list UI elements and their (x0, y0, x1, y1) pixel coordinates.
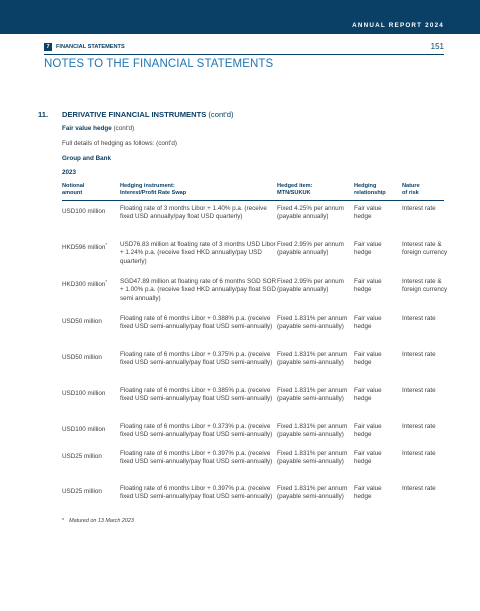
note-title-suffix: (cont'd) (206, 110, 234, 119)
nature-of-risk: Interest rate (402, 315, 436, 322)
page-number: 151 (430, 42, 444, 51)
col-header-line: of risk (402, 190, 419, 197)
col-header-line: Notional (62, 183, 85, 189)
note-title (62, 110, 234, 119)
table-row (0, 278, 480, 312)
table-row (0, 241, 480, 275)
hedged-item: Fixed 1.831% per annum (payable semi-annually) (277, 423, 348, 439)
col-header-line: Hedging instrument: (120, 183, 175, 189)
col-header-line: relationship (354, 190, 386, 197)
hedging-relationship: Fair value hedge (354, 423, 382, 439)
year-label: 2023 (62, 169, 77, 176)
hedging-instrument: SGD47.89 million at floating rate of 6 months SGD SOR + 1.00% p.a. (receive fixed HKD annually/pay float SGD semi annually) (120, 278, 277, 302)
notional-amount (62, 423, 118, 435)
col-header-line: amount (62, 190, 83, 197)
hedged-item: Fixed 2.95% per annum (payable annually) (277, 278, 344, 294)
col-header-notional (62, 183, 84, 197)
table-row (0, 205, 480, 239)
notional-amount (62, 205, 118, 217)
subheading (62, 125, 134, 132)
group-label: Group and Bank (62, 155, 111, 162)
nature-of-risk: Interest rate (402, 351, 436, 358)
col-header-instrument (120, 183, 186, 197)
amount-text: HKD596 million (62, 244, 106, 252)
col-header-line: MTN/SUKUK (277, 190, 311, 197)
notional-amount (62, 241, 118, 253)
subheading-suffix: (cont'd) (111, 125, 135, 132)
section-label: FINANCIAL STATEMENTS (56, 44, 125, 50)
hedging-instrument: Floating rate of 6 months Libor + 0.397% p.a. (receive fixed USD semi-annually/pay float USD semi-annually) (120, 450, 273, 466)
hedging-instrument: Floating rate of 6 months Libor + 0.388% p.a. (receive fixed USD semi-annually/pay float USD semi-annually) (120, 315, 273, 331)
hedging-instrument: USD76.83 million at floating rate of 3 months USD Libor + 1.24% p.a. (receive fixed HKD annually/pay USD quarterly) (120, 241, 276, 265)
hedging-instrument: Floating rate of 3 months Libor + 1.40% p.a. (receive fixed USD annually/pay float USD quarterly) (120, 205, 267, 221)
hedged-item: Fixed 1.831% per annum (payable semi-annually) (277, 485, 348, 501)
amount-text: USD100 million (62, 390, 106, 398)
hedged-item: Fixed 1.831% per annum (payable semi-annually) (277, 351, 348, 367)
hedging-instrument: Floating rate of 6 months Libor + 0.385% p.a. (receive fixed USD semi-annually/pay float USD semi-annually) (120, 387, 273, 403)
amount-text: USD25 million (62, 453, 102, 461)
note-title-main: DERIVATIVE FINANCIAL INSTRUMENTS (62, 110, 207, 119)
note-number: 11. (38, 110, 49, 119)
amount-text: USD25 million (62, 488, 102, 496)
nature-of-risk: Interest rate & foreign currency (402, 278, 448, 294)
page-title: NOTES TO THE FINANCIAL STATEMENTS (44, 58, 274, 70)
amount-text: USD50 million (62, 354, 102, 362)
hedged-item: Fixed 1.831% per annum (payable semi-annually) (277, 387, 348, 403)
col-header-line: Hedging (354, 183, 377, 189)
nature-of-risk: Interest rate (402, 423, 436, 430)
nature-of-risk: Interest rate (402, 205, 436, 212)
nature-of-risk: Interest rate (402, 485, 436, 492)
hedged-item: Fixed 1.831% per annum (payable semi-annually) (277, 315, 348, 331)
hedging-relationship: Fair value hedge (354, 205, 382, 221)
subheading-main: Fair value hedge (62, 125, 112, 132)
hedged-item: Fixed 2.95% per annum (payable annually) (277, 241, 344, 257)
hedging-relationship: Fair value hedge (354, 278, 382, 294)
notional-amount (62, 351, 118, 363)
hedging-relationship: Fair value hedge (354, 351, 382, 367)
amount-text: USD50 million (62, 318, 102, 326)
hedging-relationship: Fair value hedge (354, 387, 382, 403)
notional-amount (62, 485, 118, 497)
nature-of-risk: Interest rate (402, 450, 436, 457)
hedging-instrument: Floating rate of 6 months Libor + 0.373% p.a. (receive fixed USD semi-annually/pay float USD semi-annually) (120, 423, 273, 439)
col-header-line: Interest/Profit Rate Swap (120, 190, 187, 197)
amount-text: HKD300 million (62, 281, 106, 289)
nature-of-risk: Interest rate (402, 387, 436, 394)
table-row (0, 387, 480, 421)
hedged-item: Fixed 4.25% per annum (payable annually) (277, 205, 344, 221)
col-header-risk (402, 183, 420, 197)
amount-text: USD100 million (62, 426, 106, 434)
col-header-relationship (354, 183, 386, 197)
hedging-instrument: Floating rate of 6 months Libor + 0.375% p.a. (receive fixed USD semi-annually/pay float USD semi-annually) (120, 351, 273, 367)
notional-amount (62, 278, 118, 290)
table-row (0, 315, 480, 349)
hedging-relationship: Fair value hedge (354, 241, 382, 257)
footnote-text: Matured on 13 March 2023 (69, 518, 134, 524)
col-header-line: Nature (402, 183, 420, 189)
report-title: ANNUAL REPORT 2024 (352, 22, 444, 29)
notional-amount (62, 315, 118, 327)
footnote-mark: * (105, 242, 108, 247)
hedging-relationship: Fair value hedge (354, 450, 382, 466)
hedging-instrument: Floating rate of 6 months Libor + 0.397% p.a. (receive fixed USD semi-annually/pay float USD semi-annually) (120, 485, 273, 501)
table-row (0, 485, 480, 519)
footnote (62, 518, 134, 524)
notional-amount (62, 450, 118, 462)
col-header-line: Hedged item: (277, 183, 313, 189)
hedging-relationship: Fair value hedge (354, 315, 382, 331)
table-header-divider (62, 200, 444, 201)
hedging-relationship: Fair value hedge (354, 485, 382, 501)
nature-of-risk: Interest rate & foreign currency (402, 241, 448, 257)
hedged-item: Fixed 1.831% per annum (payable semi-annually) (277, 450, 348, 466)
table-row (0, 450, 480, 484)
notional-amount (62, 387, 118, 399)
footnote-mark: * (105, 279, 108, 284)
header-divider (44, 54, 444, 55)
intro-text: Full details of hedging as follows: (cont'd) (62, 140, 177, 147)
footnote-marker: * (62, 518, 65, 524)
header-bar (0, 0, 480, 34)
table-row (0, 351, 480, 385)
amount-text: USD100 million (62, 208, 106, 216)
col-header-hedged-item (277, 183, 312, 197)
section-number-badge: 7 (44, 43, 52, 51)
